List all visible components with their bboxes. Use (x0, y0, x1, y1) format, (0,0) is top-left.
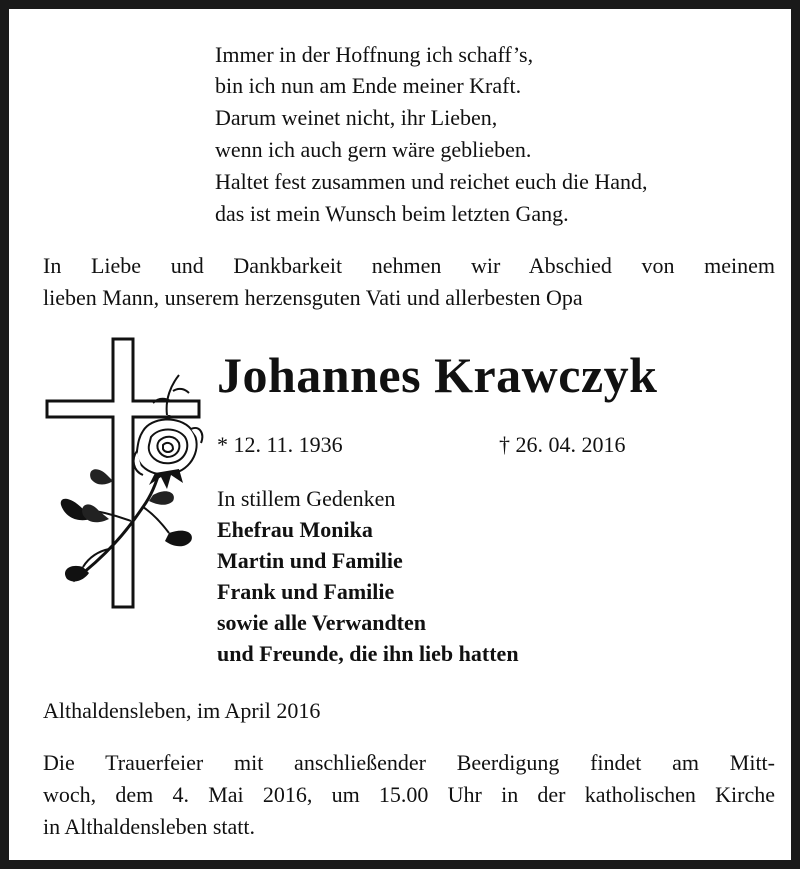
birth-date: * 12. 11. 1936 (217, 432, 343, 457)
mourners-heading: In stillem Gedenken (217, 486, 396, 511)
funeral-line: in Althaldensleben statt. (43, 814, 256, 839)
mourner-name: sowie alle Verwandten (217, 610, 426, 635)
mourner-name: Martin und Familie (217, 548, 403, 573)
poem-line: wenn ich auch gern wäre geblieben. (215, 137, 532, 162)
intro-line: In Liebe und Dankbarkeit nehmen wir Abschied von meinem (43, 253, 775, 278)
cross-with-rose-icon (39, 335, 209, 615)
deceased-name: Johannes Krawczyk (217, 347, 658, 403)
mourner-name: und Freunde, die ihn lieb hatten (217, 641, 519, 666)
poem-line: Haltet fest zusammen und reichet euch die Hand, (215, 169, 648, 194)
poem-line: bin ich nun am Ende meiner Kraft. (215, 73, 522, 98)
death-date: † 26. 04. 2016 (499, 432, 626, 457)
poem-line: Immer in der Hoffnung ich schaff’s, (215, 42, 534, 67)
mourner-name: Ehefrau Monika (217, 517, 373, 542)
poem-line: Darum weinet nicht, ihr Lieben, (215, 105, 498, 130)
intro-line: lieben Mann, unserem herzensguten Vati und allerbesten Opa (43, 285, 583, 310)
place-date: Althaldensleben, im April 2016 (43, 698, 321, 723)
funeral-line: Die Trauerfeier mit anschließender Beerdigung findet am Mitt- (43, 750, 775, 775)
funeral-line: woch, dem 4. Mai 2016, um 15.00 Uhr in der katholischen Kirche (43, 782, 775, 807)
poem-line: das ist mein Wunsch beim letzten Gang. (215, 201, 569, 226)
mourner-name: Frank und Familie (217, 579, 395, 604)
